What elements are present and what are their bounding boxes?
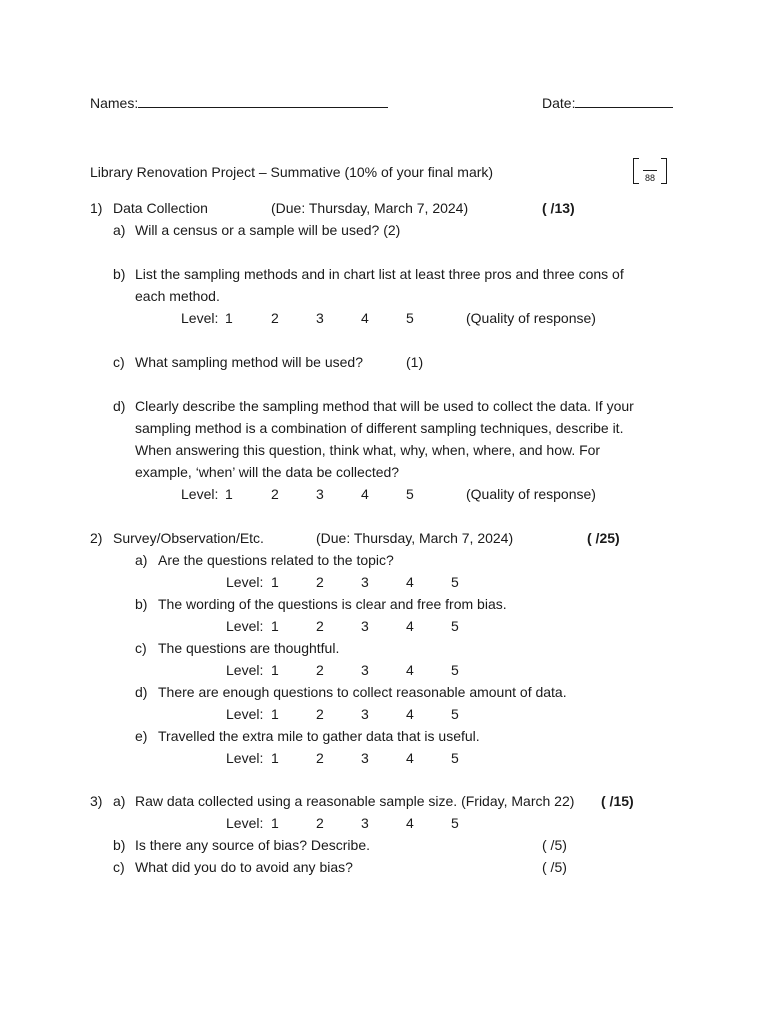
q1d-level-row: [0, 486, 768, 503]
right-bracket: [661, 158, 667, 184]
page-title: Library Renovation Project – Summative (10% of your final mark): [90, 164, 494, 180]
level-4[interactable]: 4: [406, 815, 414, 831]
q1a-letter: a): [113, 222, 126, 238]
level-2[interactable]: 2: [316, 706, 324, 722]
q1d-text-line3: When answering this question, think what, why, when, where, and how. For: [135, 442, 601, 458]
level-1[interactable]: 1: [271, 750, 279, 766]
q2c-level-row: [0, 662, 768, 679]
level-1[interactable]: 1: [271, 662, 279, 678]
level-3[interactable]: 3: [361, 662, 369, 678]
q3-number: 3): [90, 793, 103, 809]
level-5[interactable]: 5: [406, 310, 414, 326]
fraction-bar: [643, 170, 657, 171]
level-1[interactable]: 1: [271, 815, 279, 831]
q2e-text: Travelled the extra mile to gather data that is useful.: [158, 728, 480, 744]
level-5[interactable]: 5: [406, 486, 414, 502]
names-label: Names:: [90, 95, 139, 111]
level-1[interactable]: 1: [225, 310, 233, 326]
level-1[interactable]: 1: [271, 706, 279, 722]
level-2[interactable]: 2: [271, 486, 279, 502]
q1d-text-line2: sampling method is a combination of different sampling techniques, describe it.: [135, 420, 624, 436]
date-row: [542, 94, 673, 112]
q1c-points: (1): [406, 354, 424, 370]
level-3[interactable]: 3: [361, 706, 369, 722]
names-row: [90, 94, 388, 112]
q2b-letter: b): [135, 596, 148, 612]
q2c-text: The questions are thoughtful.: [158, 640, 340, 656]
q3c-text: What did you do to avoid any bias?: [135, 859, 353, 875]
level-1[interactable]: 1: [271, 618, 279, 634]
q1b-text-line1: List the sampling methods and in chart list at least three pros and three cons of: [135, 266, 624, 282]
level-4[interactable]: 4: [406, 706, 414, 722]
level-3[interactable]: 3: [361, 815, 369, 831]
q2a-letter: a): [135, 552, 148, 568]
q1d-letter: d): [113, 398, 126, 414]
level-label: Level:: [226, 815, 264, 831]
q2c-letter: c): [135, 640, 147, 656]
q1-due-date: (Due: Thursday, March 7, 2024): [271, 200, 469, 216]
q1b-letter: b): [113, 266, 126, 282]
q3a-letter: a): [113, 793, 126, 809]
total-mark-denominator: 88: [644, 173, 655, 183]
q3a-mark: ( /15): [601, 793, 634, 809]
q2e-level-row: [0, 750, 768, 767]
level-3[interactable]: 3: [361, 574, 369, 590]
level-label: Level:: [226, 662, 264, 678]
quality-note: (Quality of response): [466, 486, 596, 502]
q2a-text: Are the questions related to the topic?: [158, 552, 394, 568]
q2b-text: The wording of the questions is clear and free from bias.: [158, 596, 507, 612]
level-5[interactable]: 5: [451, 750, 459, 766]
q1c-text: What sampling method will be used?: [135, 354, 364, 370]
q2-heading: Survey/Observation/Etc.: [113, 530, 264, 546]
names-blank-line[interactable]: [138, 94, 388, 108]
level-4[interactable]: 4: [361, 486, 369, 502]
level-label: Level:: [181, 310, 219, 326]
level-3[interactable]: 3: [361, 618, 369, 634]
q2b-level-row: [0, 618, 768, 635]
q2-number: 2): [90, 530, 103, 546]
level-4[interactable]: 4: [361, 310, 369, 326]
level-5[interactable]: 5: [451, 815, 459, 831]
level-1[interactable]: 1: [271, 574, 279, 590]
level-4[interactable]: 4: [406, 750, 414, 766]
total-mark-box: [633, 158, 667, 184]
level-label: Level:: [226, 618, 264, 634]
level-5[interactable]: 5: [451, 618, 459, 634]
level-3[interactable]: 3: [361, 750, 369, 766]
level-1[interactable]: 1: [225, 486, 233, 502]
date-label: Date:: [542, 95, 576, 111]
level-label: Level:: [181, 486, 219, 502]
quality-note: (Quality of response): [466, 310, 596, 326]
q1d-text-line4: example, ‘when’ will the data be collected?: [135, 464, 400, 480]
q1b-level-row: [0, 310, 768, 327]
level-4[interactable]: 4: [406, 618, 414, 634]
q3a-text: Raw data collected using a reasonable sample size. (Friday, March 22): [135, 793, 575, 809]
level-2[interactable]: 2: [316, 815, 324, 831]
q2-mark: ( /25): [587, 530, 620, 546]
q3c-letter: c): [113, 859, 125, 875]
level-2[interactable]: 2: [316, 574, 324, 590]
level-5[interactable]: 5: [451, 574, 459, 590]
q1c-letter: c): [113, 354, 125, 370]
level-label: Level:: [226, 750, 264, 766]
q1d-text-line1: Clearly describe the sampling method that will be used to collect the data. If your: [135, 398, 634, 414]
q3c-mark: ( /5): [542, 859, 567, 875]
level-3[interactable]: 3: [316, 486, 324, 502]
q3b-letter: b): [113, 837, 126, 853]
q2d-text: There are enough questions to collect reasonable amount of data.: [158, 684, 567, 700]
level-4[interactable]: 4: [406, 574, 414, 590]
q2e-letter: e): [135, 728, 148, 744]
q1-number: 1): [90, 200, 103, 216]
q2-due-date: (Due: Thursday, March 7, 2024): [316, 530, 514, 546]
q1b-text-line2: each method.: [135, 288, 220, 304]
q2d-level-row: [0, 706, 768, 723]
level-2[interactable]: 2: [271, 310, 279, 326]
q1-heading: Data Collection: [113, 200, 208, 216]
level-3[interactable]: 3: [316, 310, 324, 326]
q3b-text: Is there any source of bias? Describe.: [135, 837, 371, 853]
level-2[interactable]: 2: [316, 662, 324, 678]
date-blank-line[interactable]: [575, 94, 673, 108]
q2a-level-row: [0, 574, 768, 591]
level-4[interactable]: 4: [406, 662, 414, 678]
level-5[interactable]: 5: [451, 706, 459, 722]
q3a-level-row: [0, 815, 768, 832]
level-5[interactable]: 5: [451, 662, 459, 678]
q3b-mark: ( /5): [542, 837, 567, 853]
level-2[interactable]: 2: [316, 750, 324, 766]
level-label: Level:: [226, 706, 264, 722]
q1-mark: ( /13): [542, 200, 575, 216]
q2d-letter: d): [135, 684, 148, 700]
level-2[interactable]: 2: [316, 618, 324, 634]
level-label: Level:: [226, 574, 264, 590]
q1a-text: Will a census or a sample will be used? (2): [135, 222, 401, 238]
